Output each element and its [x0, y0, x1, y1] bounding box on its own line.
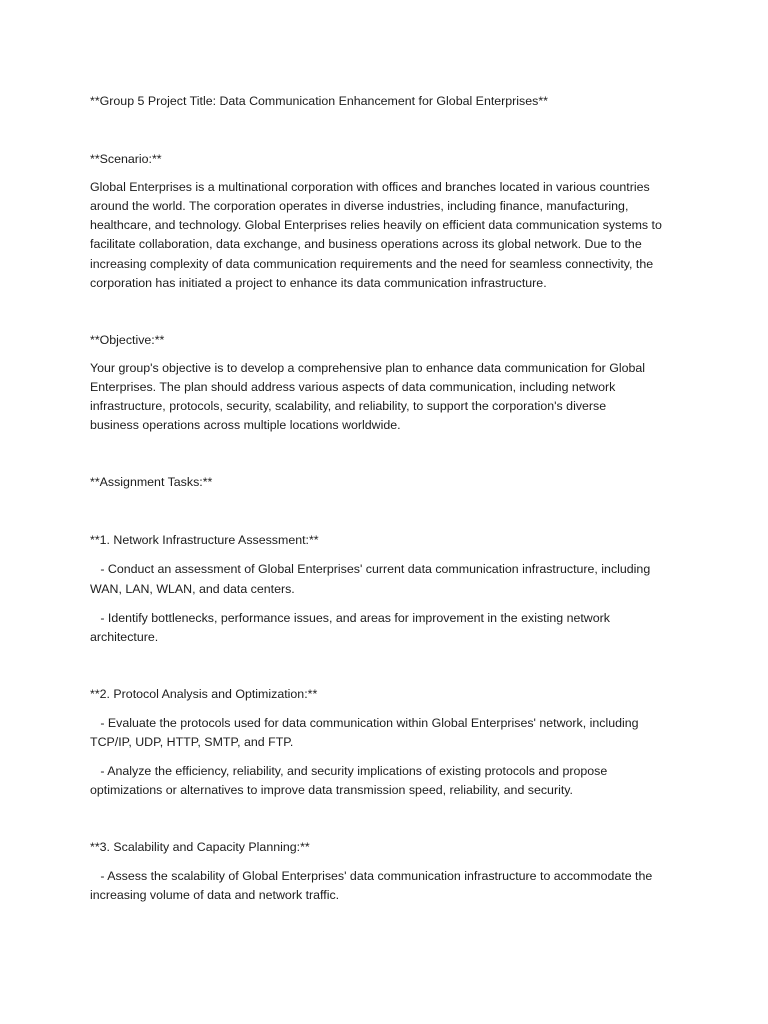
- objective-line: business operations across multiple locations worldwide.: [90, 418, 401, 433]
- objective-line: Enterprises. The plan should address various aspects of data communication, including network: [90, 379, 616, 394]
- scenario-line: corporation has initiated a project to enhance its data communication infrastructure.: [90, 275, 547, 290]
- task-1-item-2: [90, 609, 690, 647]
- objective-line: Your group's objective is to develop a comprehensive plan to enhance data communication for Global: [90, 360, 646, 375]
- task-1-heading: **1. Network Infrastructure Assessment:**: [90, 533, 319, 548]
- scenario-line: around the world. The corporation operates in diverse industries, including finance, manufacturing,: [90, 199, 629, 214]
- objective-heading: **Objective:**: [90, 332, 165, 347]
- task-item-line: WAN, LAN, WLAN, and data centers.: [90, 581, 295, 596]
- document-body: [90, 92, 690, 906]
- document-title: **Group 5 Project Title: Data Communication Enhancement for Global Enterprises**: [90, 94, 548, 108]
- scenario-line: increasing complexity of data communication requirements and the need for seamless connectivity, the: [90, 256, 654, 271]
- task-item-line: - Evaluate the protocols used for data communication within Global Enterprises' network, including: [90, 715, 639, 730]
- task-item-line: architecture.: [90, 629, 159, 644]
- task-item-line: - Analyze the efficiency, reliability, and security implications of existing protocols and propose: [90, 764, 608, 779]
- scenario-line: Global Enterprises is a multinational corporation with offices and branches located in various countries: [90, 180, 650, 195]
- objective-paragraph: [90, 359, 690, 435]
- task-2-item-2: [90, 762, 690, 800]
- assignment-tasks-heading: **Assignment Tasks:**: [90, 475, 213, 490]
- scenario-line: facilitate collaboration, data exchange, and business operations across its global network. Due to the: [90, 237, 642, 252]
- task-3-heading: **3. Scalability and Capacity Planning:**: [90, 840, 310, 855]
- task-3-item-1: [90, 867, 690, 905]
- scenario-line: healthcare, and technology. Global Enterprises relies heavily on efficient data communication systems to: [90, 218, 662, 233]
- task-2-item-1: [90, 714, 690, 752]
- task-item-line: - Conduct an assessment of Global Enterprises' current data communication infrastructure, including: [90, 562, 651, 577]
- task-1-item-1: [90, 560, 690, 598]
- task-item-line: - Identify bottlenecks, performance issues, and areas for improvement in the existing network: [90, 610, 610, 625]
- task-item-line: TCP/IP, UDP, HTTP, SMTP, and FTP.: [90, 734, 294, 749]
- scenario-heading: **Scenario:**: [90, 152, 162, 167]
- task-2-heading: **2. Protocol Analysis and Optimization:**: [90, 686, 318, 701]
- task-item-line: - Assess the scalability of Global Enterprises' data communication infrastructure to accommodate the: [90, 869, 653, 884]
- objective-line: infrastructure, protocols, security, scalability, and reliability, to support the corporation's diverse: [90, 399, 607, 414]
- scenario-paragraph: [90, 178, 690, 293]
- task-item-line: optimizations or alternatives to improve data transmission speed, reliability, and security.: [90, 783, 573, 798]
- task-item-line: increasing volume of data and network traffic.: [90, 888, 340, 903]
